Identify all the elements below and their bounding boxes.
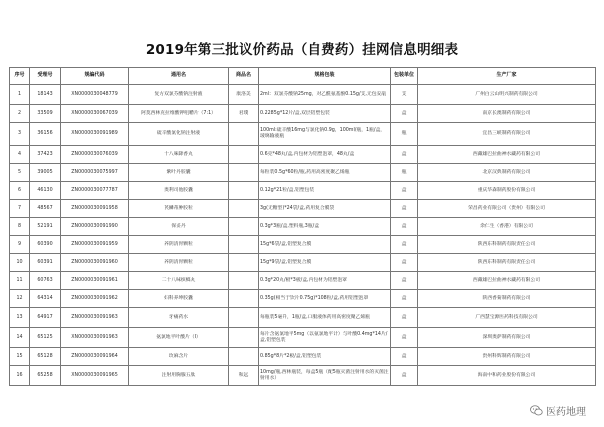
cell-code: ZN0000030076039 bbox=[61, 146, 129, 164]
cell-unit: 盒 bbox=[391, 328, 418, 348]
cell-spec: 0.85g*8片*2板/盒,铝塑包装 bbox=[259, 348, 391, 366]
cell-index: 3 bbox=[10, 123, 30, 146]
cell-accept-no: 52191 bbox=[30, 218, 61, 236]
cell-index: 13 bbox=[10, 308, 30, 328]
table-row bbox=[10, 272, 596, 290]
cell-index: 5 bbox=[10, 164, 30, 182]
cell-index: 12 bbox=[10, 290, 30, 308]
cell-spec: 3g(无糖型)*24袋/盒,药用复合膜袋 bbox=[259, 200, 391, 218]
cell-trade-name bbox=[229, 254, 259, 272]
wechat-icon bbox=[530, 405, 543, 416]
table-row bbox=[10, 308, 596, 328]
cell-generic-name: 奥利司他胶囊 bbox=[129, 182, 229, 200]
cell-manufacturer: 重庆华森制药股份有限公司 bbox=[418, 182, 596, 200]
cell-generic-name: 阿莫西林克拉维酸钾咀嚼片（7:1） bbox=[129, 105, 229, 123]
table-row bbox=[10, 182, 596, 200]
header-code: 规编代码 bbox=[61, 68, 129, 85]
table-row bbox=[10, 236, 596, 254]
table-row bbox=[10, 123, 596, 146]
cell-generic-name: 氨氯地平叶酸片（Ⅰ） bbox=[129, 328, 229, 348]
table-row bbox=[10, 85, 596, 105]
cell-code: XN0000030091989 bbox=[61, 123, 129, 146]
cell-manufacturer: 陕西东科制药有限责任公司 bbox=[418, 236, 596, 254]
cell-accept-no: 64917 bbox=[30, 308, 61, 328]
cell-trade-name bbox=[229, 164, 259, 182]
cell-unit: 盒 bbox=[391, 182, 418, 200]
cell-manufacturer: 广西慧宝源医药科技有限公司 bbox=[418, 308, 596, 328]
cell-spec: 0.2285g*12片/盒,双层铝塑包装 bbox=[259, 105, 391, 123]
page-title: 2019年第三批议价药品（自费药）挂网信息明细表 bbox=[145, 42, 459, 58]
drug-listing-table bbox=[9, 67, 596, 386]
cell-index: 11 bbox=[10, 272, 30, 290]
cell-spec: 0.3g*20丸/板*3板/盒,内包材为铝塑泡罩 bbox=[259, 272, 391, 290]
cell-code: ZN0000030091963 bbox=[61, 308, 129, 328]
table-row bbox=[10, 164, 596, 182]
cell-unit: 盒 bbox=[391, 200, 418, 218]
table-row bbox=[10, 254, 596, 272]
cell-generic-name: 十八味降香丸 bbox=[129, 146, 229, 164]
cell-spec: 100ml:硫辛酸16mg与氯化钠0.9g，100ml/瓶，1瓶/盒，玻璃输液瓶 bbox=[259, 123, 391, 146]
header-spec: 规格包装 bbox=[259, 68, 391, 85]
cell-code: ZN0000030091990 bbox=[61, 218, 129, 236]
cell-spec: 0.35g(相当于饮片0.75g)*108粒/盒,药用铝塑泡罩 bbox=[259, 290, 391, 308]
cell-generic-name: 保妥丹 bbox=[129, 218, 229, 236]
cell-accept-no: 33509 bbox=[30, 105, 61, 123]
watermark bbox=[530, 403, 586, 418]
cell-unit: 盒 bbox=[391, 254, 418, 272]
cell-unit: 盒 bbox=[391, 218, 418, 236]
cell-generic-name: 牙痛药水 bbox=[129, 308, 229, 328]
cell-trade-name bbox=[229, 200, 259, 218]
cell-index: 14 bbox=[10, 328, 30, 348]
cell-unit: 瓶 bbox=[391, 123, 418, 146]
cell-spec: 每粒装0.5g*60粒/瓶,药用高密度聚乙烯瓶 bbox=[259, 164, 391, 182]
cell-spec: 每片含氨氯地平5mg（以氨氯地平计）与叶酸0.4mg*14片/盒,铝塑包装 bbox=[259, 328, 391, 348]
cell-code: XN0000030048779 bbox=[61, 85, 129, 105]
cell-code: ZN0000030091958 bbox=[61, 200, 129, 218]
cell-index: 10 bbox=[10, 254, 30, 272]
cell-manufacturer: 广州白云山明兴制药有限公司 bbox=[418, 85, 596, 105]
cell-accept-no: 60763 bbox=[30, 272, 61, 290]
cell-accept-no: 18143 bbox=[30, 85, 61, 105]
cell-index: 4 bbox=[10, 146, 30, 164]
cell-manufacturer: 贵州科辉制药有限公司 bbox=[418, 348, 596, 366]
cell-generic-name: 注射用胸腺五肽 bbox=[129, 366, 229, 386]
cell-index: 7 bbox=[10, 200, 30, 218]
cell-trade-name: 康洛美 bbox=[229, 85, 259, 105]
header-accept-no: 受理号 bbox=[30, 68, 61, 85]
cell-generic-name: 玫麻含片 bbox=[129, 348, 229, 366]
cell-unit: 盒 bbox=[391, 308, 418, 328]
cell-trade-name bbox=[229, 328, 259, 348]
cell-manufacturer: 海南中和药业股份有限公司 bbox=[418, 366, 596, 386]
cell-index: 15 bbox=[10, 348, 30, 366]
cell-unit: 瓶 bbox=[391, 164, 418, 182]
cell-accept-no: 60391 bbox=[30, 254, 61, 272]
cell-manufacturer: 荣昌药业有限公司（贵州）有限公司 bbox=[418, 200, 596, 218]
cell-unit: 支 bbox=[391, 85, 418, 105]
cell-trade-name bbox=[229, 290, 259, 308]
table-row bbox=[10, 290, 596, 308]
cell-code: XN0000030091963 bbox=[61, 328, 129, 348]
table-row bbox=[10, 105, 596, 123]
cell-accept-no: 65125 bbox=[30, 328, 61, 348]
cell-unit: 盒 bbox=[391, 272, 418, 290]
header-generic-name: 通用名 bbox=[129, 68, 229, 85]
cell-code: ZN0000030091959 bbox=[61, 236, 129, 254]
table-header-row bbox=[10, 68, 596, 85]
cell-manufacturer: 西藏雄巴拉曲神水藏药有限公司 bbox=[418, 272, 596, 290]
cell-trade-name: 君璞 bbox=[229, 105, 259, 123]
cell-generic-name: 紫叶丹胶囊 bbox=[129, 164, 229, 182]
cell-accept-no: 39005 bbox=[30, 164, 61, 182]
cell-manufacturer: 宜昌三峡制药有限公司 bbox=[418, 123, 596, 146]
cell-code: ZN0000030091960 bbox=[61, 254, 129, 272]
cell-code: XN0000030091965 bbox=[61, 366, 129, 386]
cell-manufacturer: 南京长澳制药有限公司 bbox=[418, 105, 596, 123]
cell-index: 8 bbox=[10, 218, 30, 236]
cell-trade-name bbox=[229, 236, 259, 254]
cell-generic-name: 复方双氯芬酸钠注射液 bbox=[129, 85, 229, 105]
cell-trade-name bbox=[229, 123, 259, 146]
cell-manufacturer: 西藏雄巴拉曲神水藏药有限公司 bbox=[418, 146, 596, 164]
cell-generic-name: 养阴清胃颗粒 bbox=[129, 236, 229, 254]
cell-code: ZN0000030091964 bbox=[61, 348, 129, 366]
cell-code: ZN0000030091962 bbox=[61, 290, 129, 308]
table-row bbox=[10, 218, 596, 236]
table-row bbox=[10, 200, 596, 218]
cell-trade-name: 和远 bbox=[229, 366, 259, 386]
cell-accept-no: 37423 bbox=[30, 146, 61, 164]
header-trade-name: 商品名 bbox=[229, 68, 259, 85]
cell-generic-name: 芪鳞蒂肿胶粒 bbox=[129, 200, 229, 218]
cell-spec: 15g*6袋/盒,铝塑复合膜 bbox=[259, 236, 391, 254]
cell-accept-no: 65128 bbox=[30, 348, 61, 366]
cell-unit: 盒 bbox=[391, 105, 418, 123]
table-row bbox=[10, 146, 596, 164]
cell-trade-name bbox=[229, 272, 259, 290]
table-row bbox=[10, 366, 596, 386]
cell-generic-name: 硫辛酸氯化钠注射液 bbox=[129, 123, 229, 146]
watermark-text: 医药地理 bbox=[546, 407, 586, 418]
cell-code: ZN0000030091961 bbox=[61, 272, 129, 290]
cell-spec: 10mg/瓶,西林瓶装，每盒5瓶（配5瓶灭菌注射用水的灭菌注射用水） bbox=[259, 366, 391, 386]
table-row bbox=[10, 348, 596, 366]
cell-generic-name: 妇科养坤胶囊 bbox=[129, 290, 229, 308]
cell-accept-no: 46130 bbox=[30, 182, 61, 200]
cell-index: 16 bbox=[10, 366, 30, 386]
cell-unit: 盒 bbox=[391, 146, 418, 164]
cell-spec: 每瓶装5毫升，1瓶/盒,口服液体药用高密度聚乙烯瓶 bbox=[259, 308, 391, 328]
cell-index: 1 bbox=[10, 85, 30, 105]
cell-accept-no: 48567 bbox=[30, 200, 61, 218]
cell-trade-name bbox=[229, 218, 259, 236]
cell-accept-no: 60390 bbox=[30, 236, 61, 254]
header-index: 序号 bbox=[10, 68, 30, 85]
cell-manufacturer: 陕西东科制药有限责任公司 bbox=[418, 254, 596, 272]
cell-spec: 0.6克*48丸/盒,内包材为铝塑泡罩，48丸/盒 bbox=[259, 146, 391, 164]
cell-generic-name: 养阴清胃颗粒 bbox=[129, 254, 229, 272]
cell-trade-name bbox=[229, 146, 259, 164]
cell-index: 2 bbox=[10, 105, 30, 123]
cell-index: 9 bbox=[10, 236, 30, 254]
cell-index: 6 bbox=[10, 182, 30, 200]
cell-code: ZN0000030077787 bbox=[61, 182, 129, 200]
cell-trade-name bbox=[229, 182, 259, 200]
cell-trade-name bbox=[229, 348, 259, 366]
cell-spec: 15g*9袋/盒,铝塑复合膜 bbox=[259, 254, 391, 272]
cell-unit: 盒 bbox=[391, 366, 418, 386]
cell-manufacturer: 北京汉典制药有限公司 bbox=[418, 164, 596, 182]
cell-manufacturer: 余仁生（香港）有限公司 bbox=[418, 218, 596, 236]
cell-accept-no: 65258 bbox=[30, 366, 61, 386]
cell-unit: 盒 bbox=[391, 236, 418, 254]
cell-spec: 0.3g*3瓶/盒,塑料瓶,3瓶/盒 bbox=[259, 218, 391, 236]
table-row bbox=[10, 328, 596, 348]
cell-spec: 2ml：双氯芬酸钠25mg，对乙酰氨基酚0.15g/支,无包安瓿 bbox=[259, 85, 391, 105]
cell-code: ZN0000030075997 bbox=[61, 164, 129, 182]
cell-trade-name bbox=[229, 308, 259, 328]
cell-spec: 0.12g*21粒/盒,铝塑包装 bbox=[259, 182, 391, 200]
cell-manufacturer: 深圳奥萨制药有限公司 bbox=[418, 328, 596, 348]
cell-unit: 盒 bbox=[391, 348, 418, 366]
cell-manufacturer: 陕西香菊制药有限公司 bbox=[418, 290, 596, 308]
cell-unit: 盒 bbox=[391, 290, 418, 308]
header-unit: 包装单位 bbox=[391, 68, 418, 85]
cell-accept-no: 64314 bbox=[30, 290, 61, 308]
header-manufacturer: 生产厂家 bbox=[418, 68, 596, 85]
cell-code: XN0000030067039 bbox=[61, 105, 129, 123]
cell-generic-name: 二十八味槟榔丸 bbox=[129, 272, 229, 290]
cell-accept-no: 36156 bbox=[30, 123, 61, 146]
